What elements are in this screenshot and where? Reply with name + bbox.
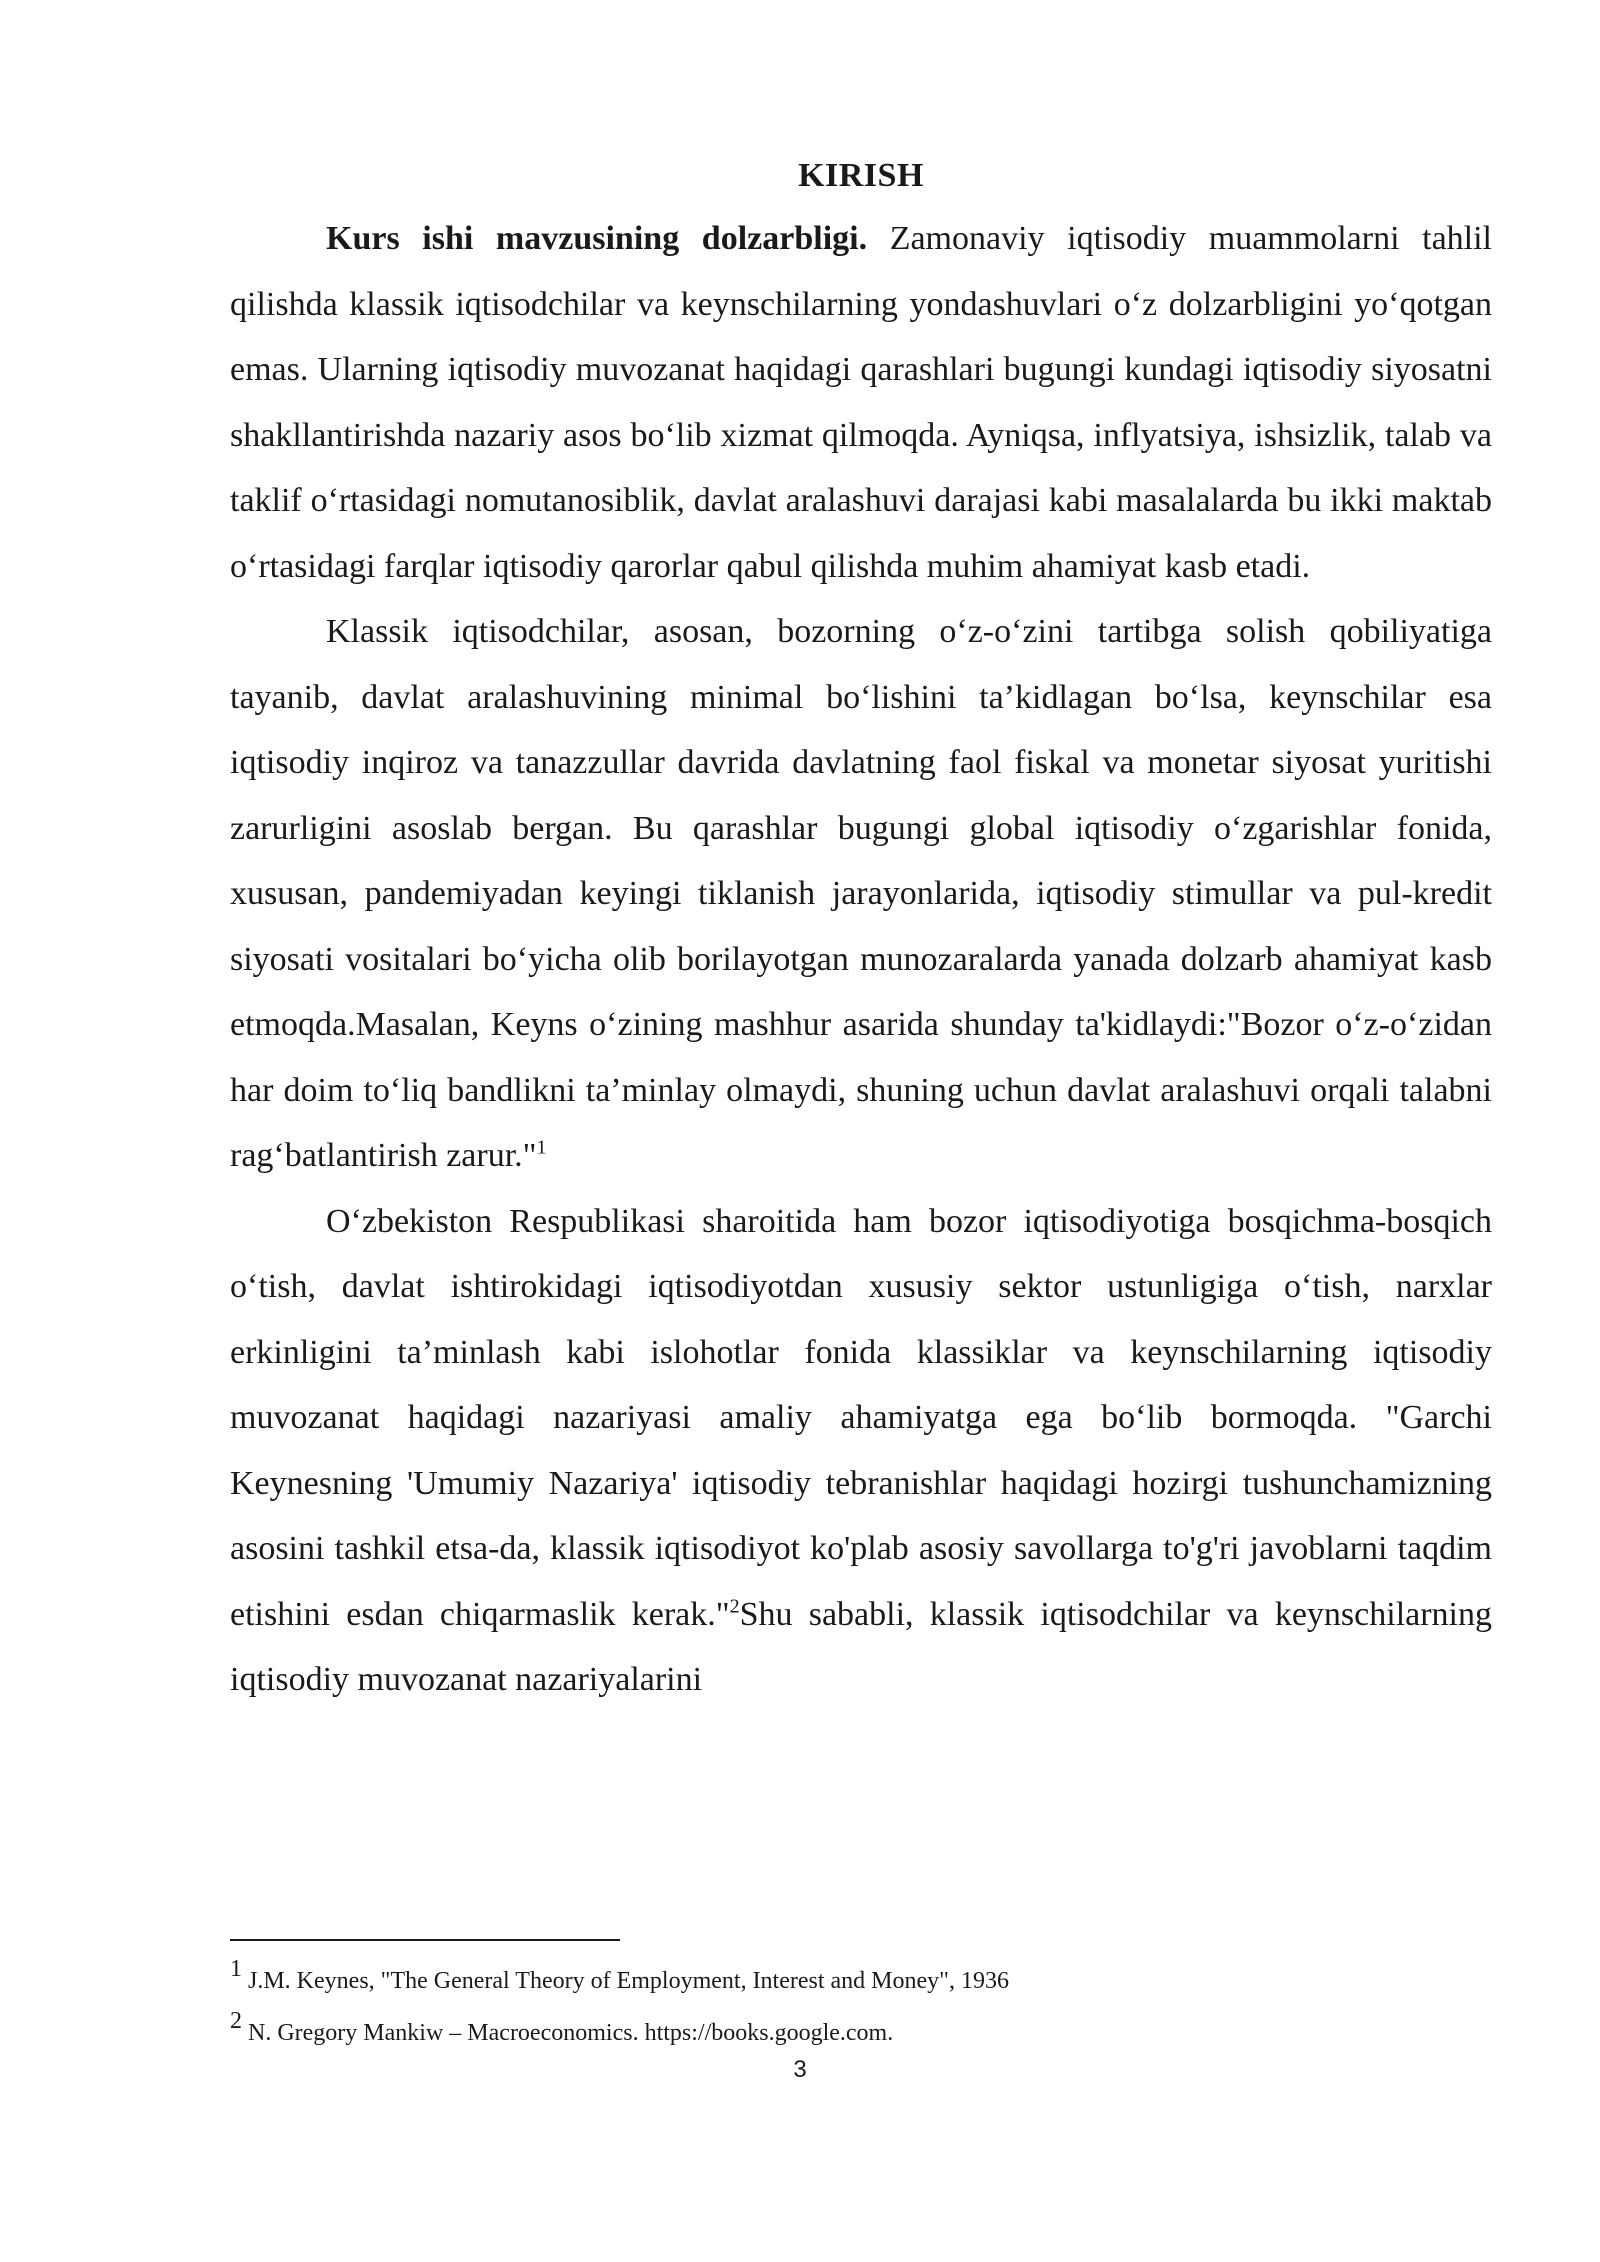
- paragraph-text: Klassik iqtisodchilar, asosan, bozorning o‘z-o‘zini tartibga solish qobiliyatiga tayanib, davlat aralashuvining minimal bo‘lishini ta’kidlagan bo‘lsa, keynschilar esa iqtisodiy inqiroz va tanazzullar davrida davlatning faol fiskal va monetar siyosat yuritishi zarurligini asoslab bergan. Bu qarashlar bugungi global iqtisodiy o‘zgarishlar fonida, xususan, pandemiyadan keyingi tiklanish jarayonlarida, iqtisodiy stimullar va pul-kredit siyosati vositalari bo‘yicha olib borilayotgan munozaralarda yanada dolzarb ahamiyat kasb etmoqda.Masalan, Keyns o‘zining mashhur asarida shunday ta'kidlaydi:"Bozor o‘z-o‘zidan har doim to‘liq bandlikni ta’minlay olmaydi, shuning uchun davlat aralashuvi orqali talabni rag‘batlantirish zarur.": [230, 613, 1492, 1174]
- footnote-separator: [230, 1939, 620, 1941]
- footnote-text: N. Gregory Mankiw – Macroeconomics. https://books.google.com.: [248, 2020, 894, 2046]
- footnote-text: J.M. Keynes, "The General Theory of Employment, Interest and Money", 1936: [248, 1968, 1009, 1994]
- page-number: 3: [793, 2056, 807, 2083]
- paragraph-text-continued: Shu sababli, klassik iqtisodchilar va keynschilarning iqtisodiy muvozanat nazariyalarini: [230, 1595, 1493, 1698]
- paragraph-uzbekistan: [230, 1189, 1492, 1713]
- paragraph-text: Zamonaviy iqtisodiy muammolarni tahlil qilishda klassik iqtisodchilar va keynschilarning yondashuvlari o‘z dolzarbligini yo‘qotgan emas. Ularning iqtisodiy muvozanat haqidagi qarashlari bugungi kundagi iqtisodiy siyosatni shakllantirishda nazariy asos bo‘lib xizmat qilmoqda. Ayniqsa, inflyatsiya, ishsizlik, talab va taklif o‘rtasidagi nomutanosiblik, davlat aralashuvi darajasi kabi masalalarda bu ikki maktab o‘rtasidagi farqlar iqtisodiy qarorlar qabul qilishda muhim ahamiyat kasb etadi.: [230, 220, 1492, 585]
- footnote-ref-1[interactable]: 1: [536, 1136, 547, 1159]
- paragraph-text: O‘zbekiston Respublikasi sharoitida ham bozor iqtisodiyotiga bosqichma-bosqich o‘tish, davlat ishtirokidagi iqtisodiyotdan xususiy sektor ustunligiga o‘tish, narxlar erkinligini ta’minlash kabi islohotlar fonida klassiklar va keynschilarning iqtisodiy muvozanat haqidagi nazariyasi amaliy ahamiyatga ega bo‘lib bormoqda. "Garchi Keynesning 'Umumiy Nazariya' iqtisodiy tebranishlar haqidagi hozirgi tushunchamizning asosini tashkil etsa-da, klassik iqtisodiyot ko'plab asosiy savollarga to'g'ri javoblarni taqdim etishini esdan chiqarmaslik kerak.": [230, 1202, 1492, 1633]
- footnote-number: 2: [230, 2008, 242, 2034]
- footnotes: [230, 1955, 1492, 2059]
- paragraph-lead: Kurs ishi mavzusining dolzarbligi.: [326, 220, 868, 257]
- paragraph-classical-vs-keynesian: [230, 599, 1492, 1189]
- footnote-number: 1: [230, 1956, 242, 1982]
- main-content: [230, 148, 1492, 1713]
- paragraph-relevance: [230, 206, 1492, 599]
- footnote-1: [230, 1955, 1492, 2007]
- footnote-2: [230, 2007, 1492, 2059]
- section-heading: KIRISH: [798, 157, 924, 194]
- footnote-ref-2[interactable]: 2: [729, 1595, 740, 1618]
